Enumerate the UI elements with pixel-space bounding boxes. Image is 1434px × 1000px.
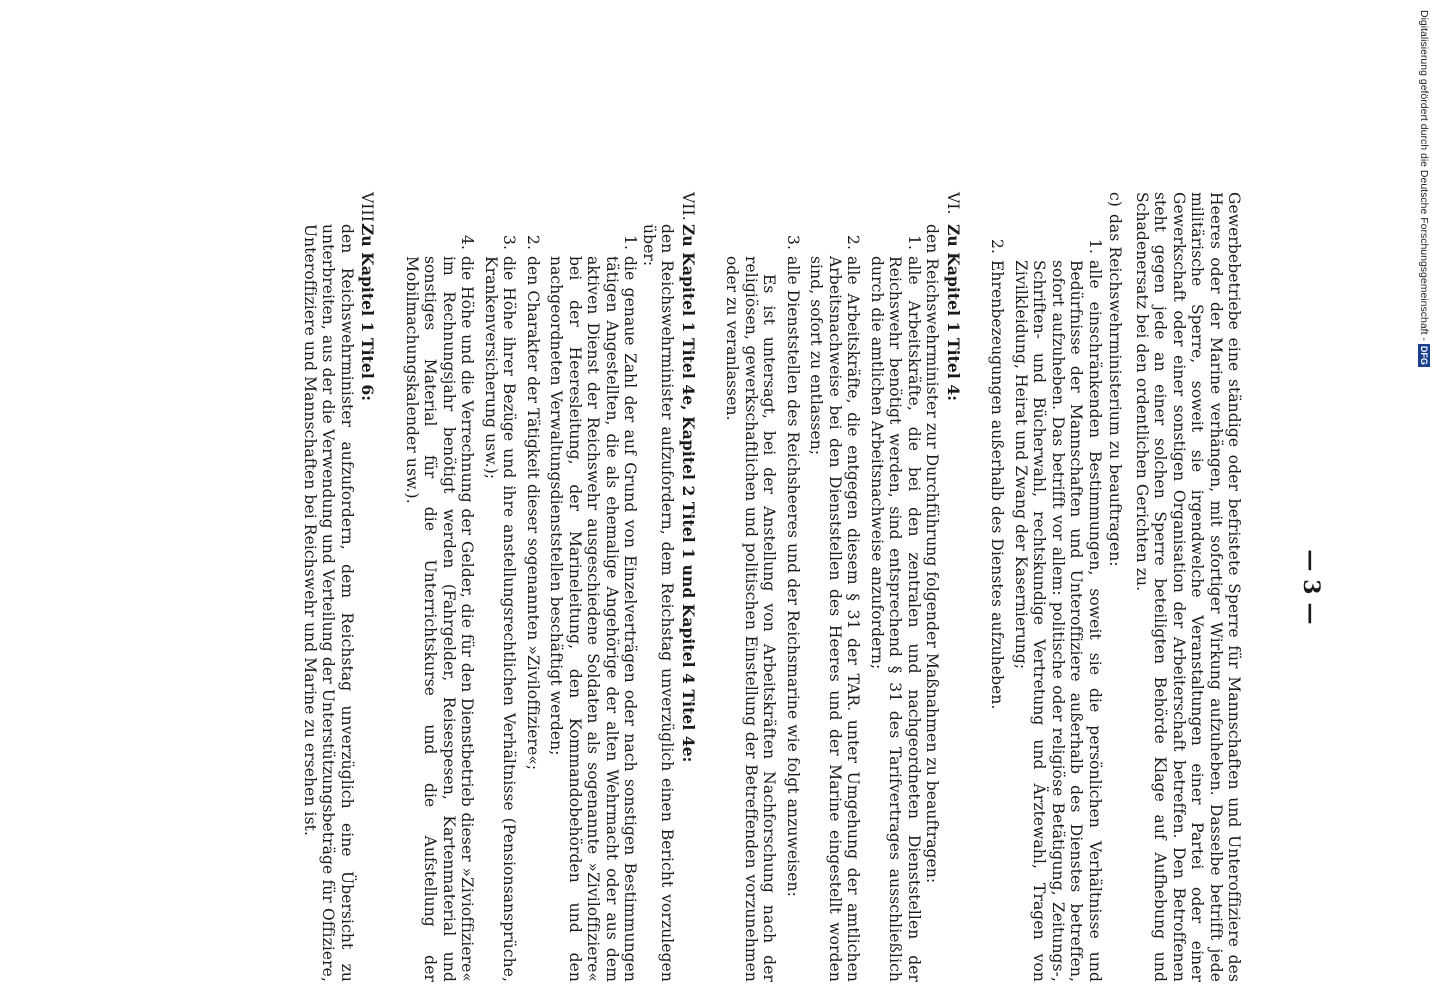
list-item-text: alle Arbeitskräfte, die entgegen diesem § 31 der TAR. unter Umgehung der amtlichen Arbeitsnachweise bei den Dienststellen des Heeres und der Marine eingestellt worden sind, sofort zu entlassen;: [807, 256, 863, 982]
section-intro: den Reichswehrminister aufzufordern, dem Reichstag unverzüglich einen Bericht vorzulegen über:: [640, 224, 677, 982]
list-item: [403, 224, 477, 982]
list-item: [807, 224, 863, 982]
section-number: VIII.: [358, 192, 377, 227]
list-item-number: 1.: [1086, 239, 1104, 254]
list-item-text: die Höhe ihrer Bezüge und ihre anstellungsrechtlichen Verhältnisse (Pensionsansprüche, Krankenversicherung usw.);: [482, 256, 519, 982]
section-number: VII.: [679, 192, 697, 221]
section-vi: [723, 192, 962, 982]
section-list: [403, 192, 640, 982]
list-item: [482, 224, 519, 982]
list-item-text: die Höhe und die Verrechnung der Gelder, die für den Dienstbetrieb dieser »Zivioffiziere« im Rechnungsjahr benötigt werden (Fahrgelder, Reisespesen, Kartenmaterial und sonstiges Material für die Unterrichtskurse und die Aufstellung der Mobilmachungskalender usw.).: [403, 256, 477, 982]
main-text: [301, 192, 1244, 982]
list-item-number: 4.: [458, 235, 477, 250]
section-title: Zu Kapitel 1 Titel 4e, Kapitel 2 Titel 1 und Kapitel 4 Titel 4e:: [679, 224, 698, 763]
section-list: [723, 192, 923, 982]
dfg-logo: DFG: [1419, 345, 1429, 365]
funding-text: Digitalisierung gefördert durch die Deutsche Forschungsgemeinschaft -: [1418, 10, 1430, 341]
list-item-number: 2.: [524, 235, 542, 250]
subsection-c: [988, 192, 1125, 982]
section-number: VI.: [944, 192, 962, 215]
list-item: [547, 224, 640, 982]
section-note-text: Es ist untersagt, bei der Anstellung von Arbeitskräften Nachforschung nach der religiösen, gewerkschaftlichen und politischen Einstellung der Betreffenden vorzunehmen oder zu veranlassen.: [723, 256, 779, 982]
list-item-number: 1.: [905, 235, 923, 250]
list-item-number: 2.: [988, 239, 1007, 254]
subsection-c-text: das Reichswehrministerium zu beauftragen:: [1106, 214, 1125, 567]
list-item-text: die genaue Zahl der auf Grund von Einzelverträgen oder nach sonstigen Bestimmungen tätigen Angestellten, die als ehemalige Angehörige der alten Wehrmacht oder aus dem aktiven Dienst der Reichswehr ausgeschiedene Soldaten als sogenannte »Ziviloffiziere« bei der Heeresleitung, der Marineleitung, den Kommandobehörden und den nachgeordneten Verwaltungsdienststellen beschäftigt werden;: [547, 256, 640, 982]
section-heading: [679, 192, 698, 982]
list-item-number: 3.: [784, 235, 802, 250]
list-item: [524, 224, 543, 982]
section-heading: [358, 192, 377, 982]
list-item: [784, 224, 803, 982]
subsection-c-list: [988, 214, 1104, 982]
page-number: — 3 —: [1298, 549, 1324, 625]
list-item-number: 1.: [621, 235, 640, 250]
list-item-text: den Charakter der Tätigkeit dieser sogenannten »Ziviloffiziere«;: [524, 256, 542, 771]
subsection-c-label: c): [1106, 192, 1125, 207]
section-vii: [403, 192, 698, 982]
list-item: [1012, 228, 1105, 982]
digitization-notice-text: [1416, 10, 1432, 390]
section-viii: [301, 192, 377, 982]
list-item-number: 3.: [500, 235, 519, 250]
list-item-text: Ehrenbezeugungen außerhalb des Dienstes aufzuheben.: [988, 260, 1007, 710]
digitization-notice: [1416, 10, 1432, 390]
document-page: [230, 192, 1324, 982]
section-intro: den Reichswehrminister aufzufordern, dem Reichstag unverzüglich eine Übersicht zu unterbreiten, aus der die Verwendung und Verteilung der Unterstützungsbeträge für Offiziere, Unteroffiziere und Mannschaften bei Reichswehr und Marine zu ersehen ist.: [301, 224, 356, 982]
intro-paragraph: Gewerbebetriebe eine ständige oder befristete Sperre für Mannschaften und Unteroffiziere des Heeres oder der Marine verhängen, mit sofortiger Wirkung aufzuheben. Dasselbe betrifft jede militärische Sperre, soweit sie irgendwelche Veranstaltungen einer Partei oder einer Gewerkschaft oder einer sonstigen Organisation der Arbeiterschaft betreffen. Den Betroffenen steht gegen jede an einer solchen Sperre beteiligten Behörde Klage auf Aufhebung und Schadenersatz bei den ordentlichen Gerichten zu.: [1133, 192, 1244, 982]
list-item-number: 2.: [844, 235, 863, 250]
section-note: [723, 224, 779, 982]
list-item-text: alle einschränkenden Bestimmungen, soweit sie die persönlichen Verhältnisse und Bedürfnisse der Mannschaften und Unteroffiziere außerhalb des Dienstes betreffen, sofort aufzuheben. Das betrifft vor allem: politische oder religiöse Betätigung, Zeitungs-, Schriften- und Bücherwahl, rechtskundige Vertretung und Ärztewahl, Tragen von Zivilkleidung, Heirat und Zwang der Kasernierung;: [1012, 260, 1104, 982]
section-intro: den Reichswehrminister zur Durchführung folgender Maßnahmen zu beauftragen:: [923, 224, 942, 884]
list-item: [988, 228, 1007, 982]
list-item-text: alle Dienststellen des Reichsheeres und der Reichsmarine wie folgt anzuweisen:: [784, 256, 802, 897]
section-title: Zu Kapitel 1 Titel 4:: [944, 224, 963, 402]
list-item: [868, 224, 924, 982]
section-heading: [944, 192, 963, 982]
section-title: Zu Kapitel 1 Titel 6:: [358, 224, 378, 402]
list-item-text: alle Arbeitskräfte, die bei den zentralen und nachgeordneten Dienststellen der Reichswehr benötigt werden, sind entsprechend § 31 des Tarifvertrages ausschließlich durch die amtlichen Arbeitsnachweise anzufordern;: [868, 256, 923, 982]
